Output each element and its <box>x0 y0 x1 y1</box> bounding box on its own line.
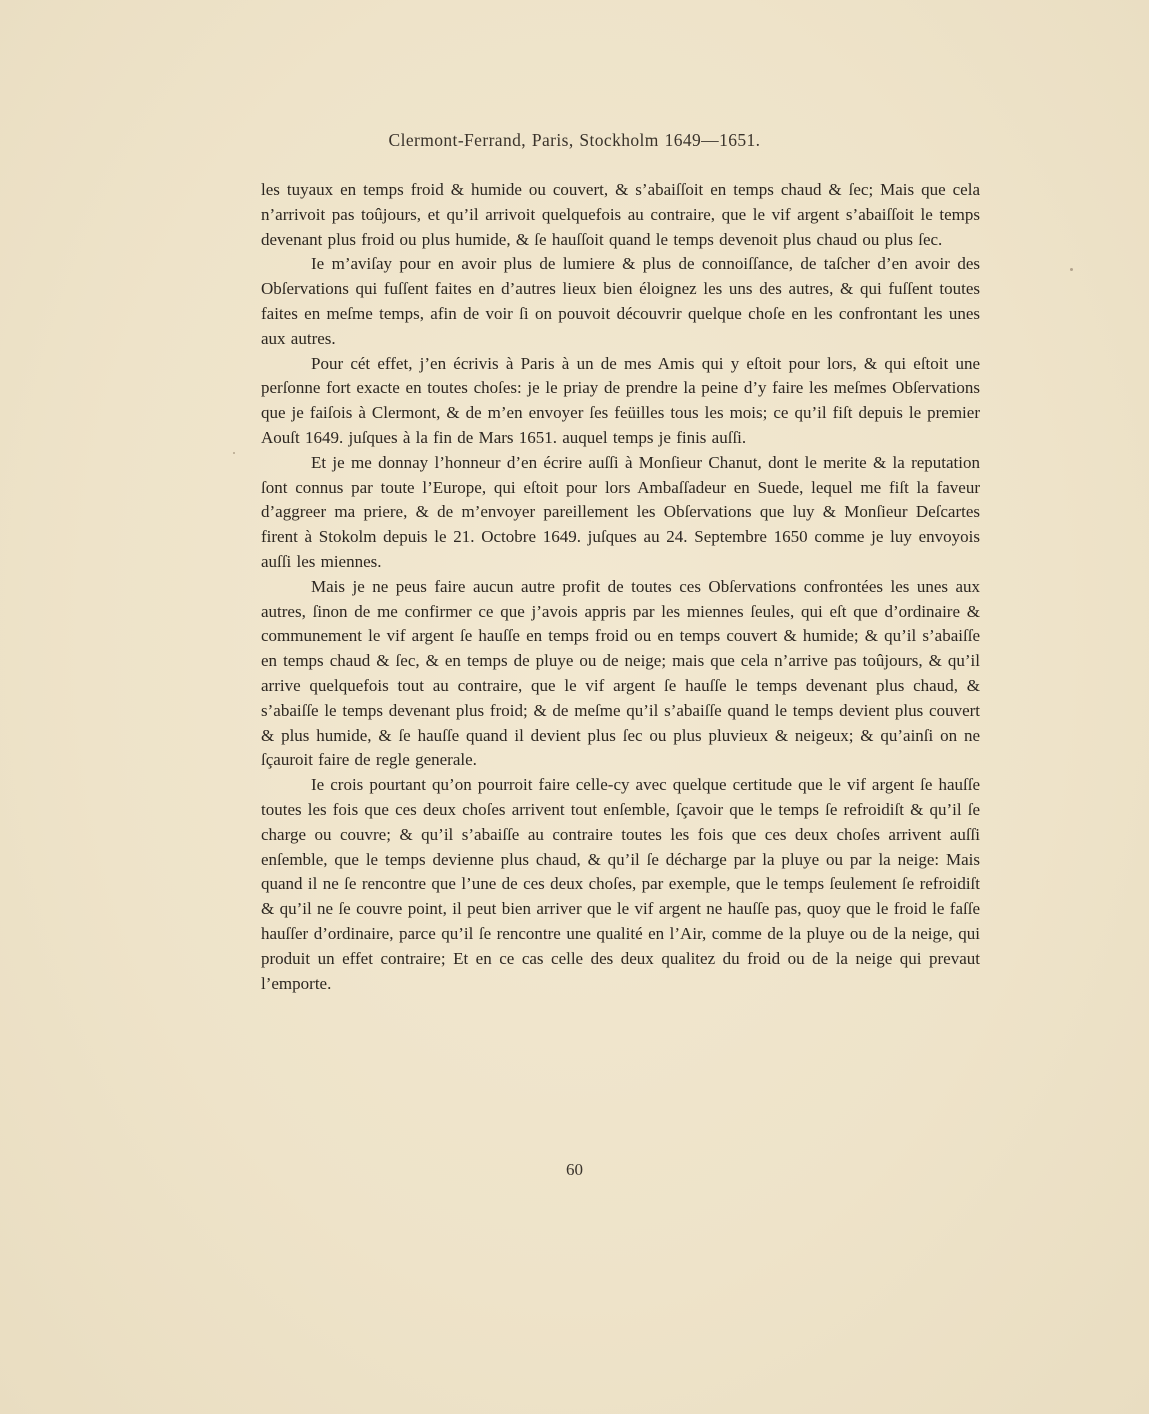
paragraph-4: Et je me donnay l’honneur d’en écrire auſſi à Monſieur Chanut, dont le merite & la reputation ſont connus par toute l’Europe, qui eſtoit pour lors Ambaſſadeur en Suede, lequel me fiſt la faveur d’aggreer ma priere, & de m’envoyer pareillement les Obſervations que luy & Monſieur Deſcartes firent à Stokolm depuis le 21. Octobre 1649. juſques au 24. Septembre 1650 comme je luy envoyois auſſi les miennes. <box>261 452 980 571</box>
paragraph-5: Mais je ne peus faire aucun autre profit de toutes ces Obſervations confrontées les unes aux autres, ſinon de me confirmer ce que j’avois appris par les miennes ſeules, qui eſt que d’ordinaire & communement le vif argent ſe hauſſe en temps froid ou en temps couvert & humide; & qu’il s’abaiſſe en temps chaud & ſec, & en temps de pluye ou de neige; mais que cela n’arrive pas toûjours, & qu’il arrive quelquefois tout au contraire, que le vif argent ſe hauſſe le temps devenant plus chaud, & s’abaiſſe le temps devenant plus froid; & de meſme qu’il s’abaiſſe quand le temps devient plus couvert & plus humide, & ſe hauſſe quand il devient plus ſec ou plus pluvieux & neigeux; & qu’ainſi on ne ſçauroit faire de regle generale. <box>261 576 980 770</box>
paragraph-1: les tuyaux en temps froid & humide ou couvert, & s’abaiſſoit en temps chaud & ſec; Mais que cela n’arrivoit pas toûjours, et qu’il arrivoit quelquefois au contraire, que le vif argent s’abaiſſoit le temps devenant plus froid ou plus humide, & ſe hauſſoit quand le temps devenoit plus chaud ou plus ſec. <box>261 180 980 249</box>
paper-speck <box>233 452 235 454</box>
paragraph-2: Ie m’aviſay pour en avoir plus de lumiere & plus de connoiſſance, de taſcher d’en avoir des Obſervations qui fuſſent faites en d’autres lieux bien éloignez les uns des autres, & qui fuſſent toutes faites en meſme temps, afin de voir ſi on pouvoit découvrir quelque choſe en les confrontant les unes aux autres. <box>261 254 980 348</box>
paper-speck <box>1070 268 1073 271</box>
running-head: Clermont-Ferrand, Paris, Stockholm 1649—1651. <box>388 130 761 150</box>
paragraph-3: Pour cét effet, j’en écrivis à Paris à un de mes Amis qui y eſtoit pour lors, & qui eſtoit une perſonne fort exacte en toutes choſes: je le priay de prendre la peine d’y faire les meſmes Obſervations que je faiſois à Clermont, & de m’en envoyer ſes feüilles tous les mois; ce qu’il fiſt depuis le premier Aouſt 1649. juſques à la fin de Mars 1651. auquel temps je finis auſſi. <box>261 353 980 447</box>
paragraph-6: Ie crois pourtant qu’on pourroit faire celle-cy avec quelque certitude que le vif argent ſe hauſſe toutes les fois que ces deux choſes arrivent tout enſemble, ſçavoir que le temps ſe refroidiſt & qu’il ſe charge ou couvre; & qu’il s’abaiſſe au contraire toutes les fois que ces deux choſes arrivent auſſi enſemble, que le temps devienne plus chaud, & qu’il ſe décharge par la pluye ou par la neige: Mais quand il ne ſe rencontre que l’une de ces deux choſes, par exemple, que le temps ſeulement ſe refroidiſt & qu’il ne ſe couvre point, il peut bien arriver que le vif argent ne hauſſe pas, quoy que le froid le faſſe hauſſer d’ordinaire, parce qu’il ſe rencontre une qualité en l’Air, comme de la pluye ou de la neige, qui produit un effet contraire; Et en ce cas celle des deux qualitez du froid ou de la neige qui prevaut l’emporte. <box>261 775 980 993</box>
body-text <box>261 178 980 996</box>
page-number: 60 <box>566 1160 583 1179</box>
